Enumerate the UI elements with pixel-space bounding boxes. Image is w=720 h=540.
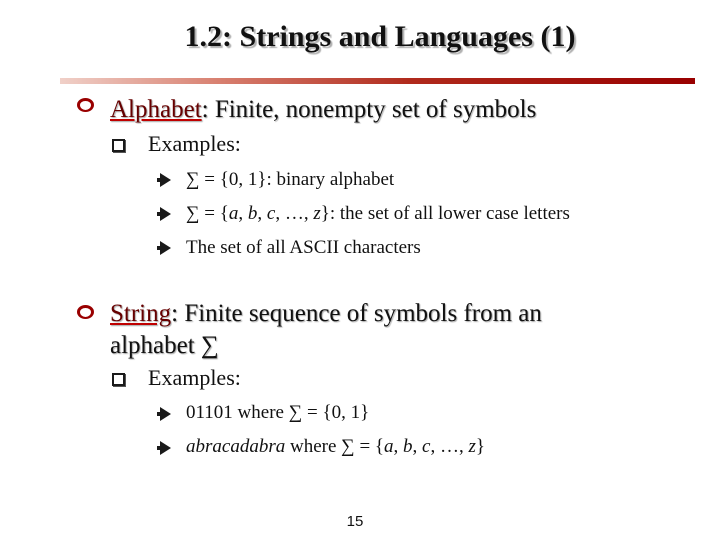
title-divider — [60, 78, 695, 84]
arrow-bullet-icon — [160, 207, 171, 221]
circle-bullet-icon — [77, 98, 94, 117]
page-number: 15 — [346, 513, 364, 530]
circle-bullet-icon — [77, 305, 94, 324]
alphabet-example-2: ∑ = {a, b, c, …, z}: the set of all lower case letters — [186, 203, 570, 224]
string-example-1: 01101 where ∑ = {0, 1} — [186, 402, 370, 423]
square-bullet-icon — [112, 139, 125, 152]
square-bullet-icon — [112, 373, 125, 386]
alphabet-definition-text: : Finite, nonempty set of symbols — [201, 96, 537, 123]
alphabet-example-3: The set of all ASCII characters — [186, 237, 421, 258]
arrow-bullet-icon — [160, 407, 171, 421]
string-definition — [110, 298, 542, 362]
arrow-bullet-icon — [160, 441, 171, 455]
arrow-bullet-icon — [160, 241, 171, 255]
alphabet-examples-label: Examples: — [148, 131, 241, 156]
string-term: String — [110, 300, 172, 327]
alphabet-definition — [110, 94, 536, 126]
string-examples-label: Examples: — [148, 365, 241, 390]
string-definition-text: : Finite sequence of symbols from an — [171, 300, 542, 327]
arrow-bullet-icon — [160, 173, 171, 187]
string-definition-line2: alphabet ∑ — [110, 332, 219, 359]
string-example-2: abracadabra where ∑ = {a, b, c, …, z} — [186, 436, 485, 457]
alphabet-example-1: ∑ = {0, 1}: binary alphabet — [186, 169, 395, 190]
slide-title: 1.2: Strings and Languages (1) — [184, 20, 576, 53]
alphabet-term: Alphabet — [110, 96, 202, 123]
